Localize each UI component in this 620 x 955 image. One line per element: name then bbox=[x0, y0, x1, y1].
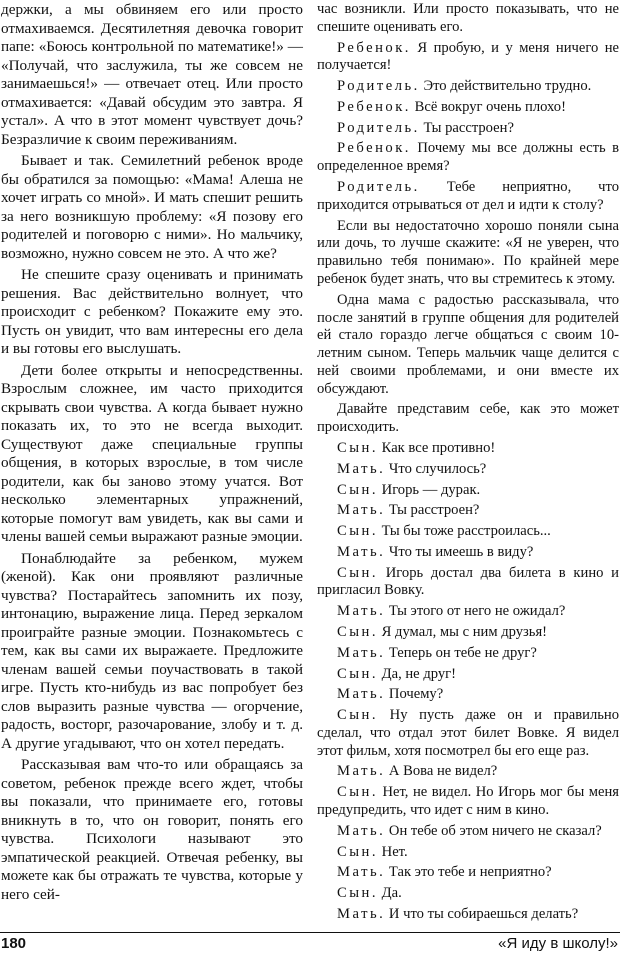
dialogue-line bbox=[317, 763, 619, 781]
paragraph-text: Игорь достал два билета в кино и пригласил Вовку. bbox=[317, 564, 619, 599]
dialogue-line bbox=[317, 482, 619, 500]
speaker-label: Сын. bbox=[337, 523, 378, 540]
speaker-label: Ребенок. bbox=[337, 39, 411, 56]
paragraph bbox=[1, 266, 303, 359]
speaker-label: Сын. bbox=[337, 843, 378, 860]
paragraph-text: Нет. bbox=[378, 843, 408, 860]
paragraph bbox=[317, 401, 619, 437]
paragraph-text: Почему? bbox=[385, 686, 444, 703]
paragraph-text: Это действительно трудно. bbox=[419, 78, 592, 95]
paragraph-text: Почему мы все должны есть в определенное время? bbox=[317, 140, 619, 175]
paragraph bbox=[1, 1, 303, 149]
speaker-label: Сын. bbox=[337, 665, 378, 682]
speaker-label: Родитель. bbox=[337, 179, 420, 196]
paragraph-text: Дети более открыты и непосредственны. Взрослым сложнее, им часто приходится скрывать свои чувства. А когда бывает нужно показать их, то это не всегда выходит. Существуют даже специальные группы общения, в которых взрослые, в том числе родители, как бы заново этому учатся. Вот несколько элементарных упражнений, которые помогут вам увидеть, как вы сами и члены вашей семьи выражают разные эмоции. bbox=[1, 361, 303, 545]
speaker-label: Мать. bbox=[337, 763, 386, 780]
paragraph bbox=[1, 152, 303, 263]
dialogue-line bbox=[317, 565, 619, 601]
dialogue-line bbox=[317, 906, 619, 924]
dialogue-line bbox=[317, 864, 619, 882]
dialogue-line bbox=[317, 140, 619, 176]
paragraph-text: И что ты собираешься делать? bbox=[385, 905, 579, 922]
speaker-label: Сын. bbox=[337, 885, 378, 902]
speaker-label: Родитель. bbox=[337, 119, 420, 136]
speaker-label: Сын. bbox=[337, 481, 378, 498]
page-number: 180 bbox=[1, 935, 27, 952]
dialogue-line bbox=[317, 885, 619, 903]
paragraph-text: Что ты имеешь в виду? bbox=[385, 543, 534, 560]
paragraph-text: Всё вокруг очень плохо! bbox=[410, 98, 566, 115]
paragraph bbox=[1, 362, 303, 547]
right-text-column bbox=[317, 1, 619, 927]
paragraph-text: Рассказывая вам что-то или обращаясь за советом, ребенок прежде всего ждет, чтобы вы показали, что принимаете его, готовы вникнуть в то, что он говорит, понять его чувства. Психологи называют это эмпатической реакцией. Отвечая ребенку, вы можете как бы отражать те чувства, которые у него сей- bbox=[1, 756, 303, 903]
paragraph bbox=[317, 218, 619, 289]
dialogue-line bbox=[317, 99, 619, 117]
left-text-column bbox=[1, 1, 303, 907]
paragraph-text: Ты бы тоже расстроилась... bbox=[378, 523, 551, 540]
paragraph-text: Так это тебе и неприятно? bbox=[385, 864, 552, 881]
paragraph-text: А Вова не видел? bbox=[385, 763, 498, 780]
paragraph-text: Тебе неприятно, что приходится отрываться от дел и идти к столу? bbox=[317, 179, 619, 213]
dialogue-line bbox=[317, 844, 619, 862]
paragraph-text: Игорь — дурак. bbox=[378, 481, 481, 498]
paragraph-text: Ты расстроен? bbox=[419, 119, 514, 136]
dialogue-line bbox=[317, 502, 619, 520]
paragraph-text: Ты расстроен? bbox=[385, 502, 480, 519]
speaker-label: Сын. bbox=[337, 439, 378, 456]
paragraph-text: Он тебе об этом ничего не сказал? bbox=[385, 822, 602, 839]
speaker-label: Мать. bbox=[337, 905, 386, 922]
paragraph-text: Нет, не видел. Но Игорь мог бы меня предупредить, что идет с ним в кино. bbox=[317, 784, 619, 819]
dialogue-line bbox=[317, 78, 619, 96]
paragraph-text: Как все противно! bbox=[378, 439, 496, 456]
paragraph-text: Теперь он тебе не друг? bbox=[385, 644, 537, 661]
dialogue-line bbox=[317, 784, 619, 820]
speaker-label: Сын. bbox=[337, 707, 378, 724]
dialogue-line bbox=[317, 603, 619, 621]
paragraph-text: Одна мама с радостью рассказывала, что после занятий в группе общения для родителей ей стало гораздо легче общаться с своим 10-летним сыном. Теперь мальчик чаще делится с ней своими проблемами, и они вместе их обсуждают. bbox=[317, 291, 619, 397]
page-footer bbox=[0, 932, 620, 955]
paragraph-text: Да, не друг! bbox=[378, 665, 456, 682]
dialogue-line bbox=[317, 823, 619, 841]
speaker-label: Мать. bbox=[337, 460, 386, 477]
dialogue-line bbox=[317, 544, 619, 562]
dialogue-line bbox=[317, 461, 619, 479]
paragraph-text: Давайте представим себе, как это может происходить. bbox=[317, 401, 619, 436]
paragraph-text: Да. bbox=[378, 885, 402, 902]
speaker-label: Мать. bbox=[337, 822, 386, 839]
speaker-label: Сын. bbox=[337, 564, 378, 581]
dialogue-line bbox=[317, 686, 619, 704]
paragraph-text: Ты этого от него не ожидал? bbox=[385, 603, 566, 620]
paragraph-text: Если вы недостаточно хорошо поняли сына или дочь, то лучше скажите: «Я не уверен, что правильно тебя понимаю». По крайней мере ребенок будет знать, что вы стремитесь к этому. bbox=[317, 217, 619, 287]
paragraph-text: Я думал, мы с ним друзья! bbox=[378, 624, 548, 640]
paragraph-text: Я пробую, и у меня ничего не получается! bbox=[317, 39, 619, 74]
dialogue-line bbox=[317, 645, 619, 663]
speaker-label: Ребенок. bbox=[337, 98, 411, 115]
paragraph-text: Ну пусть даже он и правильно сделал, что отдал этот билет Вовке. Я видел этот фильм, хотя посмотрел бы его еще раз. bbox=[317, 707, 619, 759]
speaker-label: Родитель. bbox=[337, 78, 420, 95]
speaker-label: Мать. bbox=[337, 644, 386, 661]
speaker-label: Мать. bbox=[337, 686, 386, 703]
paragraph bbox=[1, 756, 303, 904]
dialogue-line bbox=[317, 624, 619, 642]
dialogue-line bbox=[317, 707, 619, 760]
running-title: «Я иду в школу!» bbox=[498, 935, 618, 952]
dialogue-line bbox=[317, 120, 619, 138]
dialogue-line bbox=[317, 179, 619, 215]
dialogue-line bbox=[317, 666, 619, 684]
paragraph bbox=[317, 292, 619, 399]
speaker-label: Ребенок. bbox=[337, 140, 411, 157]
speaker-label: Мать. bbox=[337, 864, 386, 881]
dialogue-line bbox=[317, 523, 619, 541]
paragraph bbox=[317, 1, 619, 37]
speaker-label: Сын. bbox=[337, 784, 378, 801]
speaker-label: Сын. bbox=[337, 624, 378, 640]
speaker-label: Мать. bbox=[337, 603, 386, 620]
dialogue-line bbox=[317, 40, 619, 76]
paragraph-text: Не спешите сразу оценивать и принимать решения. Вас действительно волнует, что происходит с ребенком? Покажите ему это. Пусть он увидит, что вам интересны его дела и вы готовы его выслушать. bbox=[1, 266, 303, 357]
paragraph-text: час возникли. Или просто показывать, что не спешите оценивать его. bbox=[317, 1, 619, 35]
speaker-label: Мать. bbox=[337, 543, 386, 560]
speaker-label: Мать. bbox=[337, 502, 386, 519]
paragraph-text: держки, а мы обвиняем его или просто отмахиваемся. Десятилетняя девочка говорит папе: «Боюсь контрольной по математике!» — «Получай, что заслужила, ты же совсем не занимаешься!» — отвечает отец. Или просто отмахивается: «Давай обсудим это завтра. Я устал». А что в этот момент чувствует дочь? Безразличие к своим переживаниям. bbox=[1, 1, 303, 148]
paragraph-text: Что случилось? bbox=[385, 460, 487, 477]
paragraph-text: Понаблюдайте за ребенком, мужем (женой). Как они проявляют различные чувства? Постарайтесь запомнить их позу, интонацию, выражение лица. Перед зеркалом проиграйте разные эмоции. Познакомьтесь с тем, как вы сами их выражаете. Предложите членам вашей семьи поучаствовать в такой игре. Пусть кто-нибудь из вас попробует без слов выразить разные чувства — огорчение, радость, восторг, разочарование, злобу и т. д. А другие угадывают, что он хотел передать. bbox=[1, 549, 303, 752]
paragraph-text: Бывает и так. Семилетний ребенок вроде бы обратился за помощью: «Мама! Алеша не хочет играть со мной». И мать спешит решить за него возникшую проблему: «Я позову его родителей и поговорю с ними». Но мальчику, возможно, нужно совсем не это. А что же? bbox=[1, 152, 303, 262]
dialogue-line bbox=[317, 440, 619, 458]
paragraph bbox=[1, 550, 303, 754]
